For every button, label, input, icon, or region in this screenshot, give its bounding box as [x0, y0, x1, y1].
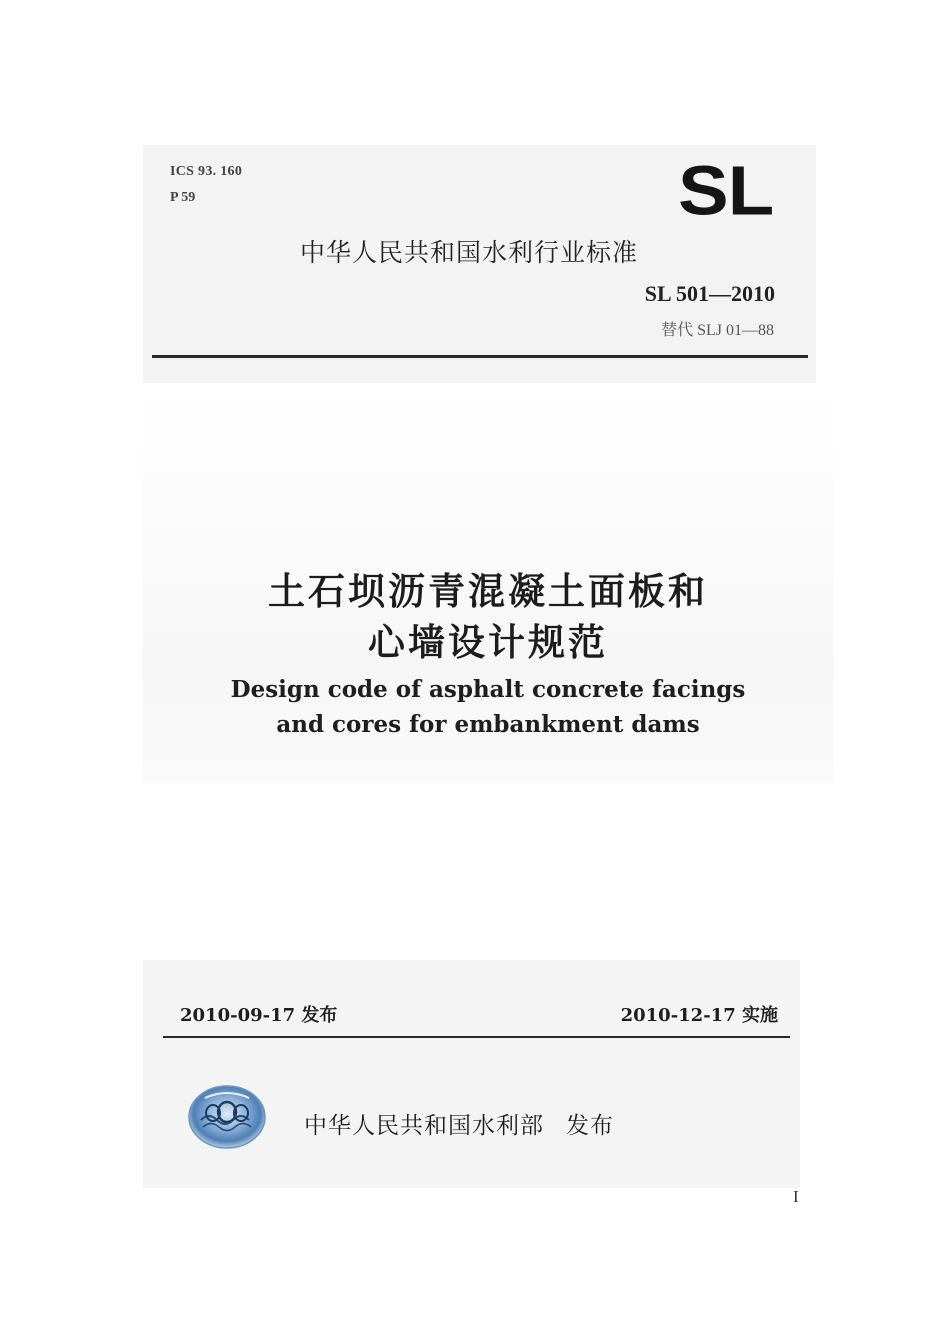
publisher-line — [304, 1107, 614, 1140]
ministry-emblem-icon — [187, 1084, 267, 1150]
dates-divider — [163, 1036, 790, 1038]
ccs-code: P 59 — [170, 190, 196, 205]
title-zh-line-1: 土石坝沥青混凝土面板和 — [268, 570, 708, 613]
title-en-line-2: and cores for embankment dams — [276, 711, 700, 738]
publisher-name: 中华人民共和国水利部 — [304, 1113, 544, 1139]
publisher-action: 发布 — [566, 1113, 614, 1139]
industry-standard-heading: 中华人民共和国水利行业标准 — [300, 238, 639, 267]
header-divider — [152, 355, 808, 358]
replaces-standard: 替代 SLJ 01—88 — [661, 322, 774, 339]
ics-code: ICS 93. 160 — [170, 164, 243, 179]
sl-logo: SL — [678, 151, 774, 231]
standard-number: SL 501—2010 — [644, 281, 775, 306]
title-zh-line-2: 心墙设计规范 — [368, 621, 608, 664]
issue-date: 2010-09-17 发布 — [180, 1005, 338, 1026]
title-en-line-1: Design code of asphalt concrete facings — [230, 676, 746, 703]
implementation-date: 2010-12-17 实施 — [620, 1005, 778, 1026]
cover-footer-scan — [143, 960, 800, 1188]
page-number: I — [793, 1187, 799, 1206]
